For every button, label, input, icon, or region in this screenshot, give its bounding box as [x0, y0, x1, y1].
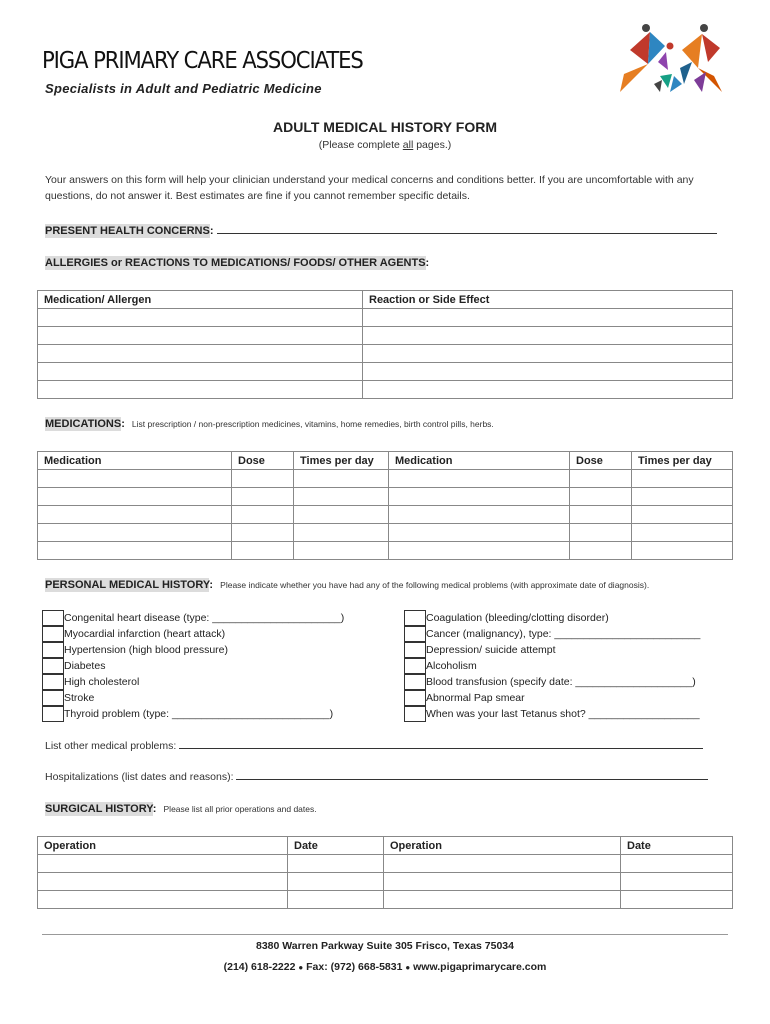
conditions-right-list	[404, 610, 734, 722]
table-row[interactable]	[38, 381, 733, 399]
condition-checkbox[interactable]	[42, 642, 64, 658]
condition-checkbox[interactable]	[404, 690, 426, 706]
list-item	[404, 690, 734, 706]
table-row[interactable]	[38, 327, 733, 345]
condition-checkbox[interactable]	[404, 626, 426, 642]
condition-label: Diabetes	[64, 660, 106, 672]
list-item	[404, 674, 734, 690]
condition-checkbox[interactable]	[404, 642, 426, 658]
list-item	[42, 658, 382, 674]
condition-checkbox[interactable]	[42, 626, 64, 642]
medications-label: MEDICATIONS	[45, 418, 122, 430]
medications-colon: :	[121, 418, 125, 430]
bullet-icon: ●	[405, 963, 411, 972]
condition-label: High cholesterol	[64, 676, 140, 688]
condition-label: Blood transfusion (specify date: ____________________)	[426, 676, 696, 688]
table-row[interactable]	[38, 488, 733, 506]
allergies-label: ALLERGIES or REACTIONS TO MEDICATIONS/ FOODS/ OTHER AGENTS	[45, 257, 426, 269]
other-problems-input-line[interactable]	[179, 738, 703, 749]
table-row[interactable]	[38, 891, 733, 909]
med-col-dose: Dose	[232, 452, 294, 470]
surgical-history-section	[45, 803, 317, 815]
table-row[interactable]	[38, 345, 733, 363]
condition-checkbox[interactable]	[42, 690, 64, 706]
med-col-medication: Medication	[38, 452, 232, 470]
hospitalizations-row	[45, 769, 708, 783]
condition-checkbox[interactable]	[404, 610, 426, 626]
condition-checkbox[interactable]	[404, 674, 426, 690]
table-row[interactable]	[38, 542, 733, 560]
subtitle-text: (Please complete	[318, 139, 403, 151]
list-item	[404, 642, 734, 658]
med-col-times-2: Times per day	[632, 452, 733, 470]
surg-col-operation: Operation	[38, 837, 288, 855]
list-item	[42, 610, 382, 626]
allergies-colon: :	[425, 257, 430, 269]
allergies-col-medication: Medication/ Allergen	[38, 291, 363, 309]
condition-label: Abnormal Pap smear	[426, 692, 525, 704]
surg-col-operation-2: Operation	[384, 837, 621, 855]
allergies-section	[45, 257, 429, 269]
present-health-input-line[interactable]	[217, 223, 717, 234]
conditions-left-list	[42, 610, 382, 722]
med-col-medication-2: Medication	[389, 452, 570, 470]
medications-note: List prescription / non-prescription medicines, vitamins, home remedies, birth control pills, herbs.	[131, 419, 494, 429]
table-row[interactable]	[38, 873, 733, 891]
bullet-icon: ●	[298, 963, 304, 972]
personal-history-colon: :	[209, 579, 214, 591]
condition-label: Congenital heart disease (type: ______________________)	[64, 612, 345, 624]
condition-label: Depression/ suicide attempt	[426, 644, 556, 656]
list-item	[404, 626, 734, 642]
subtitle-text-end: pages.)	[413, 139, 452, 151]
other-problems-label: List other medical problems:	[45, 740, 180, 752]
allergies-table	[37, 290, 733, 399]
condition-checkbox[interactable]	[42, 658, 64, 674]
condition-label: Alcoholism	[426, 660, 477, 672]
med-col-dose-2: Dose	[570, 452, 632, 470]
med-col-times: Times per day	[294, 452, 389, 470]
table-row[interactable]	[38, 470, 733, 488]
surg-col-date-2: Date	[621, 837, 733, 855]
footer-divider	[42, 934, 728, 935]
form-subtitle	[0, 139, 770, 151]
intro-paragraph: Your answers on this form will help your clinician understand your medical concerns and conditions better. If you are uncomfortable with any questions, do not answer it. Best estimates are fine if you cannot remember specific details.	[45, 174, 694, 202]
personal-history-note: Please indicate whether you have had any of the following medical problems (with approximate date of diagnosis).	[220, 580, 650, 590]
condition-label: When was your last Tetanus shot? ___________________	[426, 708, 700, 720]
footer-phone: (214) 618-2222	[223, 961, 296, 973]
list-item	[404, 706, 734, 722]
surgical-history-colon: :	[152, 803, 157, 815]
footer-website[interactable]: www.pigaprimarycare.com	[413, 961, 547, 973]
present-health-colon: :	[209, 225, 214, 237]
other-problems-row	[45, 738, 703, 752]
surg-col-date: Date	[288, 837, 384, 855]
list-item	[42, 690, 382, 706]
table-row[interactable]	[38, 309, 733, 327]
list-item	[42, 706, 382, 722]
condition-checkbox[interactable]	[42, 610, 64, 626]
condition-checkbox[interactable]	[42, 706, 64, 722]
personal-history-label: PERSONAL MEDICAL HISTORY	[45, 579, 210, 591]
list-item	[404, 610, 734, 626]
present-health-label: PRESENT HEALTH CONCERNS	[45, 225, 210, 237]
table-row[interactable]	[38, 506, 733, 524]
condition-checkbox[interactable]	[42, 674, 64, 690]
personal-history-section	[45, 579, 649, 591]
subtitle-emphasis: all	[402, 139, 414, 151]
list-item	[42, 626, 382, 642]
list-item	[42, 642, 382, 658]
list-item	[42, 674, 382, 690]
table-row[interactable]	[38, 524, 733, 542]
surgical-table	[37, 836, 733, 909]
medications-table	[37, 451, 733, 560]
condition-label: Myocardial infarction (heart attack)	[64, 628, 226, 640]
table-row[interactable]	[38, 855, 733, 873]
footer-address: 8380 Warren Parkway Suite 305 Frisco, Texas 75034	[256, 940, 514, 952]
hospitalizations-input-line[interactable]	[236, 769, 708, 780]
list-item	[404, 658, 734, 674]
allergies-col-reaction: Reaction or Side Effect	[363, 291, 733, 309]
condition-label: Coagulation (bleeding/clotting disorder)	[426, 612, 609, 624]
surgical-history-note: Please list all prior operations and dates.	[163, 804, 317, 814]
condition-label: Hypertension (high blood pressure)	[64, 644, 229, 656]
condition-checkbox[interactable]	[404, 658, 426, 674]
family-figures-logo-icon	[610, 22, 728, 96]
condition-label: Cancer (malignancy), type: _________________________	[426, 628, 701, 640]
brand-name: PIGA PRIMARY CARE ASSOCIATES	[42, 48, 363, 74]
form-title: ADULT MEDICAL HISTORY FORM	[273, 119, 497, 135]
hospitalizations-label: Hospitalizations (list dates and reasons):	[45, 771, 237, 783]
condition-checkbox[interactable]	[404, 706, 426, 722]
present-health-section	[45, 223, 735, 237]
surgical-history-label: SURGICAL HISTORY	[45, 803, 153, 815]
table-row[interactable]	[38, 363, 733, 381]
footer-contact	[0, 961, 770, 973]
footer-fax: Fax: (972) 668-5831	[306, 961, 403, 973]
brand-tagline: Specialists in Adult and Pediatric Medicine	[45, 81, 322, 96]
medications-section	[45, 418, 494, 430]
condition-label: Thyroid problem (type: ___________________________)	[64, 708, 334, 720]
condition-label: Stroke	[64, 692, 95, 704]
